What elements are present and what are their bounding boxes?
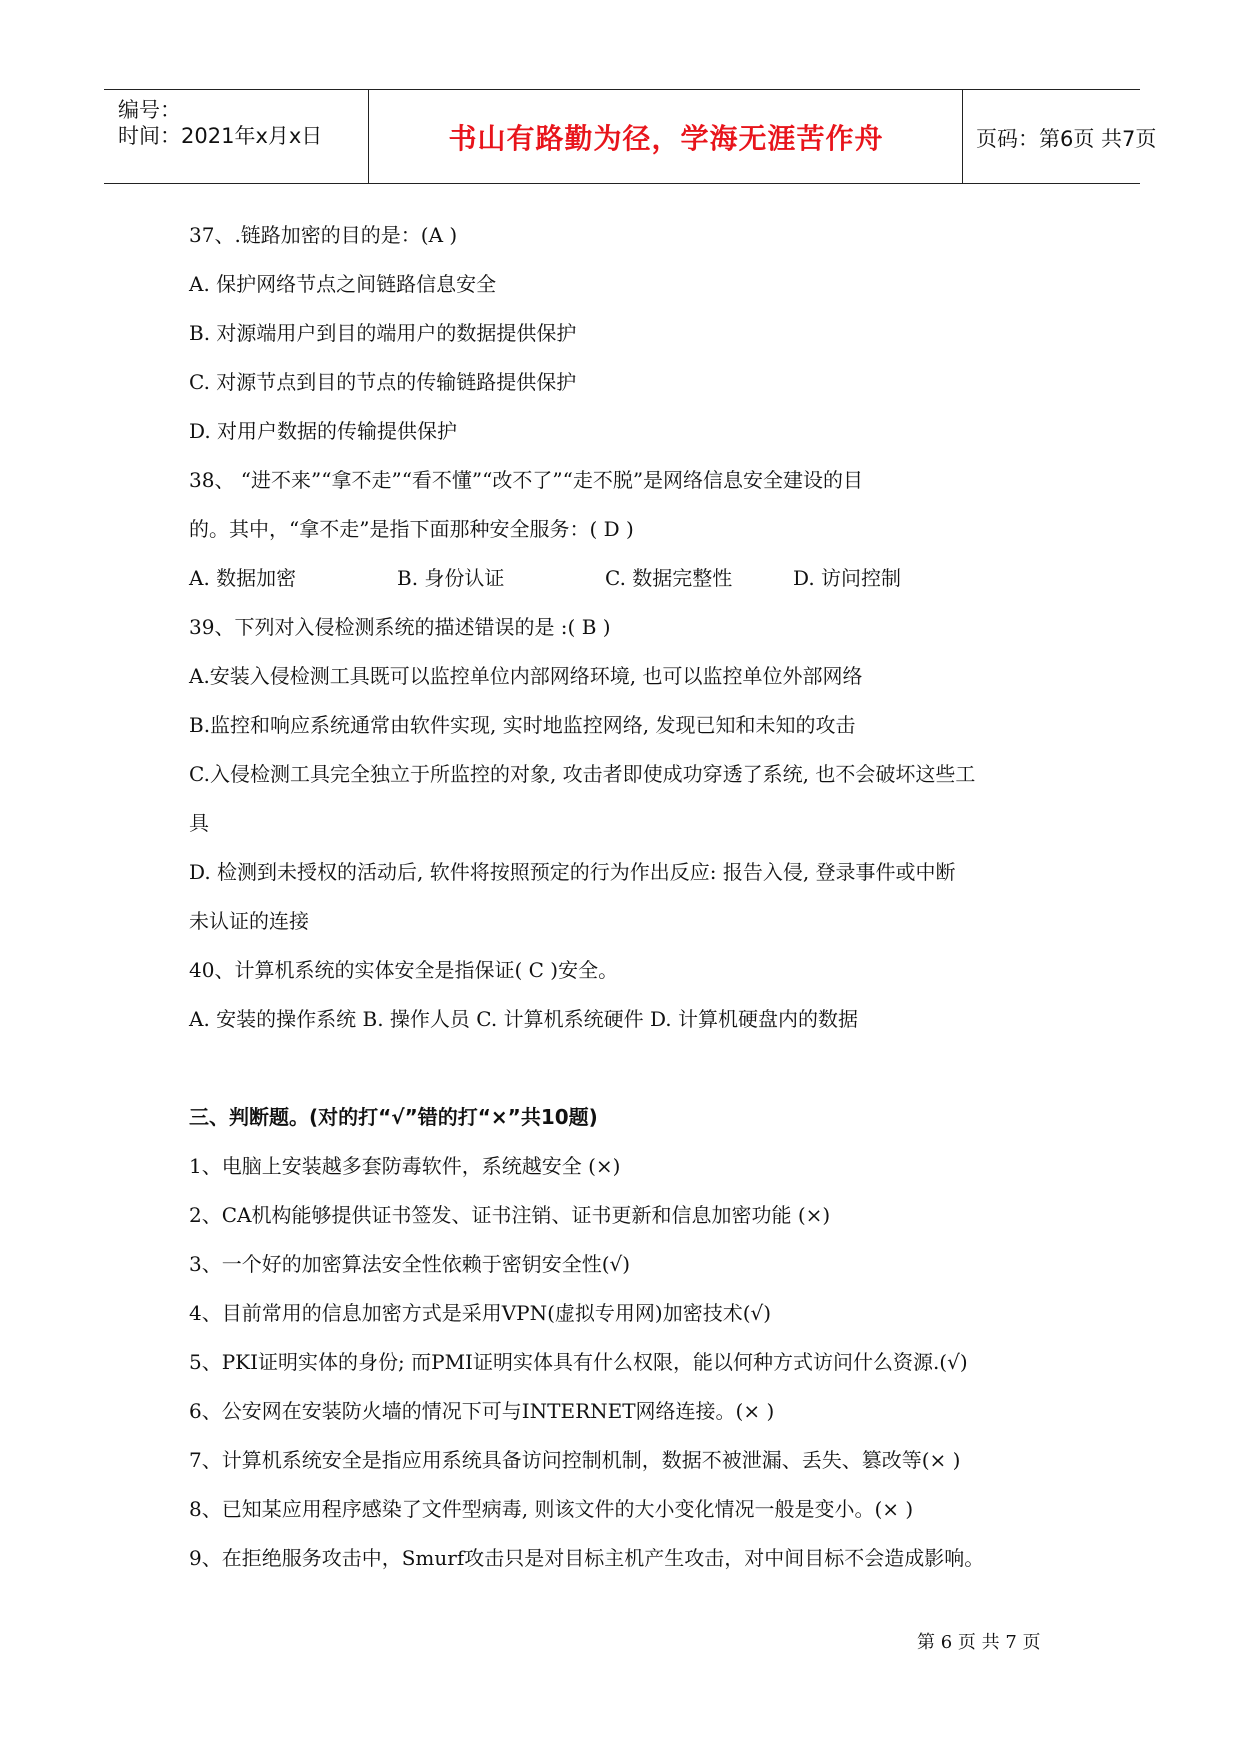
judgment-6: 6、公安网在安装防火墙的情况下可与INTERNET网络连接。(× ) [189, 1399, 775, 1423]
question-38-line-2: 的。其中，“拿不走”是指下面那种安全服务：( D ) [189, 517, 634, 541]
question-37-option-d: D. 对用户数据的传输提供保护 [189, 419, 458, 443]
judgment-5: 5、PKI证明实体的身份; 而PMI证明实体具有什么权限，能以何种方式访问什么资源.(√) [189, 1350, 968, 1374]
question-40-options: A. 安装的操作系统 B. 操作人员 C. 计算机系统硬件 D. 计算机硬盘内的数据 [189, 1007, 858, 1031]
header-middle-cell [370, 90, 963, 183]
header-left-cell [104, 90, 369, 183]
question-39-option-a: A.安装入侵检测工具既可以监控单位内部网络环境, 也可以监控单位外部网络 [189, 664, 863, 688]
document-code-label: 编号： [118, 98, 181, 122]
question-39-option-b: B.监控和响应系统通常由软件实现, 实时地监控网络, 发现已知和未知的攻击 [189, 713, 856, 737]
question-38-option-b: B. 身份认证 [397, 566, 505, 590]
question-37-option-b: B. 对源端用户到目的端用户的数据提供保护 [189, 321, 577, 345]
question-39-option-c-line-2: 具 [189, 811, 209, 835]
judgment-9: 9、在拒绝服务攻击中，Smurf攻击只是对目标主机产生攻击，对中间目标不会造成影响。 [189, 1546, 985, 1570]
question-39: 39、下列对入侵检测系统的描述错误的是 :( B ) [189, 615, 611, 639]
question-40: 40、计算机系统的实体安全是指保证( C )安全。 [189, 958, 619, 982]
document-time-label: 时间：2021年x月x日 [118, 124, 323, 148]
question-38-option-c: C. 数据完整性 [605, 566, 733, 590]
question-39-option-d-line-2: 未认证的连接 [189, 909, 309, 933]
question-38-line-1: 38、 “进不来”“拿不走”“看不懂”“改不了”“走不脱”是网络信息安全建设的目 [189, 468, 864, 492]
question-38-option-d: D. 访问控制 [793, 566, 902, 590]
question-38-options [189, 565, 901, 591]
header-motto: 书山有路勤为径，学海无涯苦作舟 [448, 122, 884, 155]
judgment-3: 3、一个好的加密算法安全性依赖于密钥安全性(√) [189, 1252, 631, 1276]
question-37-option-c: C. 对源节点到目的节点的传输链路提供保护 [189, 370, 577, 394]
question-39-option-c-line-1: C.入侵检测工具完全独立于所监控的对象, 攻击者即使成功穿透了系统, 也不会破坏这些工 [189, 762, 976, 786]
judgment-8: 8、已知某应用程序感染了文件型病毒, 则该文件的大小变化情况一般是变小。(× ) [189, 1497, 914, 1521]
judgment-2: 2、CA机构能够提供证书签发、证书注销、证书更新和信息加密功能 (×) [189, 1203, 831, 1227]
header-right-cell [964, 90, 1157, 183]
section-3-heading: 三、判断题。(对的打“√”错的打“×”共10题) [189, 1105, 598, 1129]
question-38-option-a: A. 数据加密 [189, 566, 297, 590]
judgment-4: 4、目前常用的信息加密方式是采用VPN(虚拟专用网)加密技术(√) [189, 1301, 772, 1325]
judgment-7: 7、计算机系统安全是指应用系统具备访问控制机制，数据不被泄漏、丢失、篡改等(× ) [189, 1448, 961, 1472]
question-37: 37、.链路加密的目的是：(A ) [189, 223, 458, 247]
header-page-label: 页码：第6页 共7页 [976, 127, 1157, 151]
judgment-1: 1、电脑上安装越多套防毒软件，系统越安全 (×) [189, 1154, 621, 1178]
question-37-option-a: A. 保护网络节点之间链路信息安全 [189, 272, 497, 296]
question-39-option-d-line-1: D. 检测到未授权的活动后, 软件将按照预定的行为作出反应: 报告入侵, 登录事件或中断 [189, 860, 956, 884]
page-header [104, 89, 1157, 184]
page-footer-number: 第 6 页 共 7 页 [917, 1632, 1041, 1653]
